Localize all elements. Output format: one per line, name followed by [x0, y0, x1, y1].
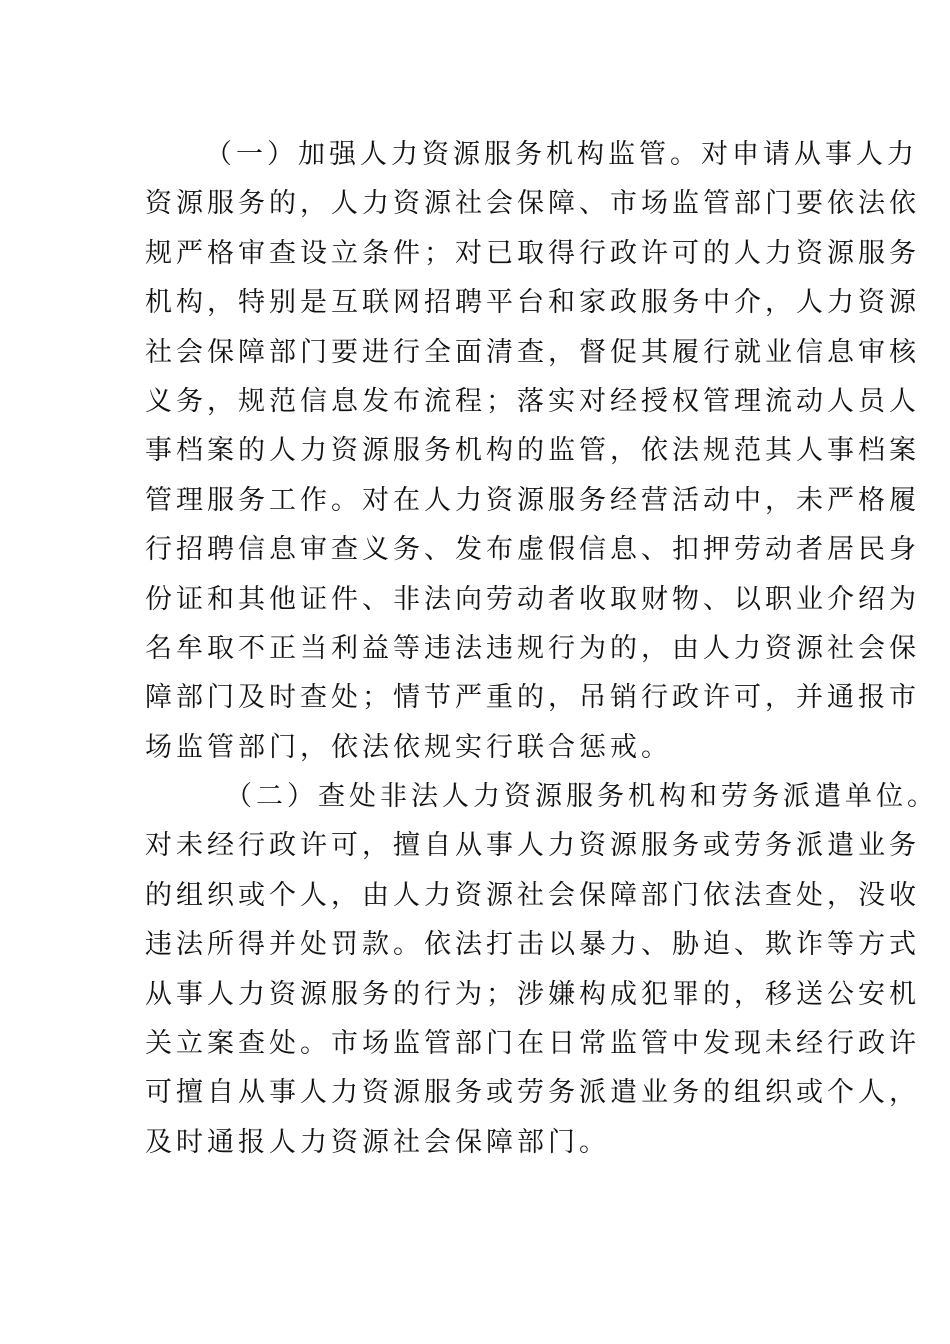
section2-line-1: （二）查处非法人力资源服务机构和劳务派遣单位。 [225, 781, 938, 813]
section2-line-7: 可擅自从事人力资源服务或劳务派遣业务的组织或个人， [145, 1077, 920, 1109]
section2-line-6: 关立案查处。市场监管部门在日常监管中发现未经行政许 [145, 1028, 920, 1060]
section2-line-3: 的组织或个人，由人力资源社会保障部门依法查处，没收 [145, 879, 920, 911]
section2-line-2: 对未经行政许可，擅自从事人力资源服务或劳务派遣业务 [145, 830, 920, 862]
section1-line-11: 名牟取不正当利益等违法违规行为的，由人力资源社会保 [145, 632, 920, 664]
section1-line-6: 义务，规范信息发布流程；落实对经授权管理流动人员人 [145, 385, 920, 417]
section1-line-2: 资源服务的，人力资源社会保障、市场监管部门要依法依 [145, 188, 920, 220]
section2-line-8: 及时通报人力资源社会保障部门。 [145, 1126, 610, 1158]
section1-line-12: 障部门及时查处；情节严重的，吊销行政许可，并通报市 [145, 682, 920, 714]
section1-line-3: 规严格审查设立条件；对已取得行政许可的人力资源服务 [145, 237, 920, 269]
document-body [145, 130, 938, 1167]
section1-line-9: 行招聘信息审查义务、发布虚假信息、扣押劳动者居民身 [145, 534, 920, 566]
section1-line-5: 社会保障部门要进行全面清查，督促其履行就业信息审核 [145, 336, 920, 368]
section1-line-7: 事档案的人力资源服务机构的监管，依法规范其人事档案 [145, 435, 920, 467]
section1-line-4: 机构，特别是互联网招聘平台和家政服务中介，人力资源 [145, 287, 920, 319]
section1-line-10: 份证和其他证件、非法向劳动者收取财物、以职业介绍为 [145, 583, 920, 615]
section1-line-8: 管理服务工作。对在人力资源服务经营活动中，未严格履 [145, 484, 920, 516]
section2-line-4: 违法所得并处罚款。依法打击以暴力、胁迫、欺诈等方式 [145, 929, 920, 961]
section1-line-13: 场监管部门，依法依规实行联合惩戒。 [145, 731, 672, 763]
section2-line-5: 从事人力资源服务的行为；涉嫌构成犯罪的，移送公安机 [145, 978, 920, 1010]
section1-line-1: （一）加强人力资源服务机构监管。对申请从事人力 [205, 139, 918, 170]
